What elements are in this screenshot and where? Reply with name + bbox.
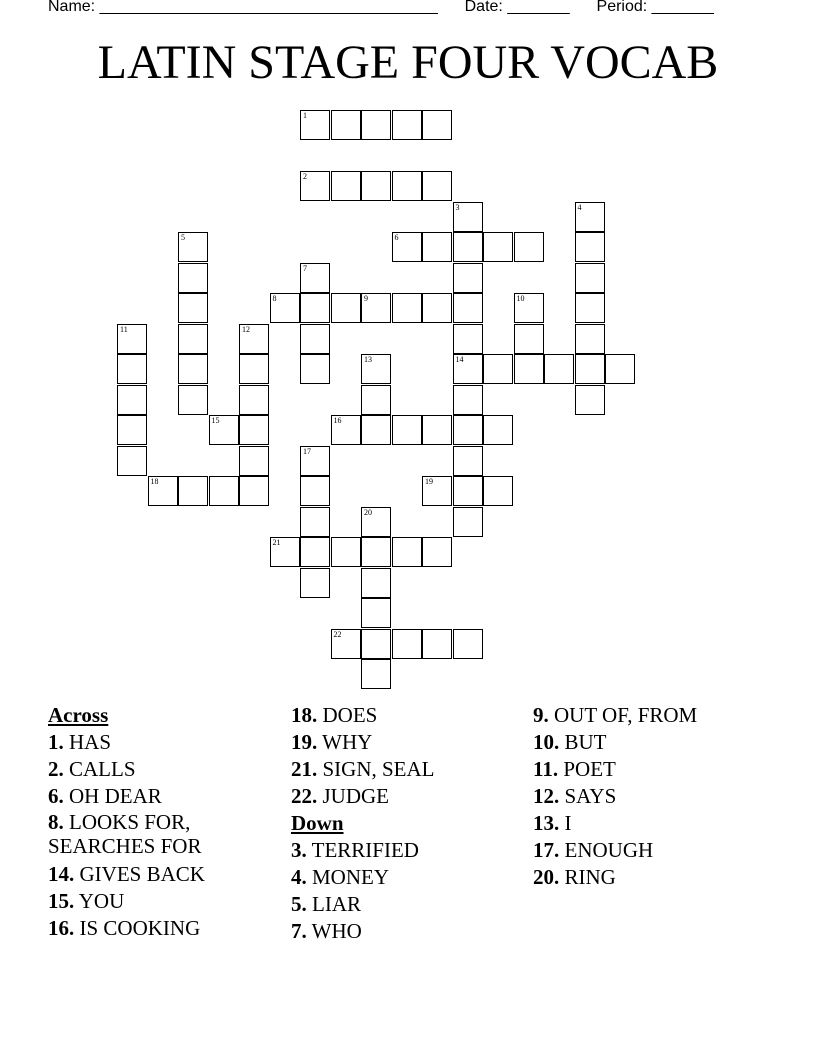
grid-cell[interactable] (178, 385, 208, 415)
grid-cell[interactable] (483, 232, 513, 262)
cell-number: 4 (577, 202, 582, 212)
grid-cell[interactable] (300, 263, 330, 293)
grid-cell[interactable] (117, 446, 147, 476)
grid-cell[interactable] (575, 293, 605, 323)
clue-item: 6. OH DEAR (48, 784, 162, 808)
grid-cell[interactable] (331, 415, 361, 445)
grid-cell[interactable] (117, 415, 147, 445)
grid-cell[interactable] (361, 354, 391, 384)
grid-cell[interactable] (178, 293, 208, 323)
clue-item: 5. LIAR (291, 892, 361, 916)
grid-cell[interactable] (270, 537, 300, 567)
clue-item: 14. GIVES BACK (48, 862, 205, 886)
grid-cell[interactable] (300, 537, 330, 567)
grid-cell[interactable] (392, 110, 422, 140)
period-label[interactable]: Period: _______ (596, 0, 714, 15)
clue-item: 11. POET (533, 757, 616, 781)
grid-cell[interactable] (453, 232, 483, 262)
grid-cell[interactable] (239, 324, 269, 354)
clue-item: 15. YOU (48, 889, 125, 913)
cell-number: 3 (455, 202, 460, 212)
cell-number: 15 (211, 416, 220, 425)
grid-cell[interactable] (453, 629, 483, 659)
grid-cell[interactable] (544, 354, 574, 384)
grid-cell[interactable] (361, 659, 391, 689)
grid-cell[interactable] (239, 415, 269, 445)
cell-number: 10 (516, 294, 525, 303)
clue-item: 9. OUT OF, FROM (533, 703, 698, 727)
grid-cell[interactable] (453, 354, 483, 384)
grid-cell[interactable] (361, 110, 391, 140)
grid-cell[interactable] (575, 232, 605, 262)
grid-cell[interactable] (453, 385, 483, 415)
grid-cell[interactable] (575, 385, 605, 415)
grid-cell[interactable] (514, 232, 544, 262)
grid-cell[interactable] (239, 446, 269, 476)
name-label[interactable]: Name: ______________________________________ (48, 0, 438, 15)
grid-cell[interactable] (422, 293, 452, 323)
grid-cell[interactable] (422, 476, 452, 506)
grid-cell[interactable] (331, 171, 361, 201)
cell-number: 5 (181, 233, 185, 242)
clue-item: 20. RING (533, 865, 616, 889)
cell-number: 18 (150, 477, 159, 486)
grid-cell[interactable] (453, 202, 483, 232)
grid-cell[interactable] (514, 293, 544, 323)
grid-cell[interactable] (178, 476, 208, 506)
grid-cell[interactable] (392, 171, 422, 201)
cell-number: 13 (364, 355, 372, 364)
grid-cell[interactable] (239, 385, 269, 415)
clue-item: 4. MONEY (291, 865, 389, 889)
grid-cell[interactable] (361, 385, 391, 415)
grid-cell[interactable] (361, 598, 391, 628)
clue-column-1 (48, 702, 283, 942)
cell-number: 19 (425, 477, 433, 486)
page-title: LATIN STAGE FOUR VOCAB (97, 36, 719, 89)
grid-cell[interactable] (331, 537, 361, 567)
grid-cell[interactable] (331, 293, 361, 323)
grid-cell[interactable] (300, 171, 330, 201)
grid-cell[interactable] (361, 415, 391, 445)
grid-cell[interactable] (117, 324, 147, 354)
grid-cell[interactable] (117, 354, 147, 384)
grid-cell[interactable] (422, 537, 452, 567)
clue-item: 10. BUT (533, 730, 607, 754)
grid-cell[interactable] (422, 232, 452, 262)
clue-item: 16. IS COOKING (48, 916, 201, 940)
cell-number: 8 (272, 294, 277, 303)
grid-cell[interactable] (300, 507, 330, 537)
cell-number: 11 (120, 324, 128, 334)
grid-cell[interactable] (148, 476, 178, 506)
cell-number: 14 (455, 355, 464, 364)
grid-cell[interactable] (178, 354, 208, 384)
grid-cell[interactable] (239, 476, 269, 506)
grid-cell[interactable] (483, 354, 513, 384)
grid-cell[interactable] (392, 293, 422, 323)
grid-cell[interactable] (178, 324, 208, 354)
grid-cell[interactable] (392, 537, 422, 567)
clue-column-2 (291, 702, 526, 945)
cell-number: 9 (364, 294, 368, 303)
grid-cell[interactable] (422, 415, 452, 445)
cell-number: 2 (303, 172, 307, 181)
across-heading: Across (48, 703, 109, 727)
grid-cell[interactable] (270, 293, 300, 323)
grid-cell[interactable] (483, 415, 513, 445)
grid-cell[interactable] (392, 629, 422, 659)
clue-item: 22. JUDGE (291, 784, 389, 808)
grid-cell[interactable] (209, 476, 239, 506)
grid-cell[interactable] (361, 171, 391, 201)
grid-cell[interactable] (300, 110, 330, 140)
grid-cell[interactable] (575, 354, 605, 384)
clue-item: 17. ENOUGH (533, 838, 654, 862)
grid-cell[interactable] (209, 415, 239, 445)
grid-cell[interactable] (453, 415, 483, 445)
grid-cell[interactable] (575, 324, 605, 354)
grid-cell[interactable] (453, 263, 483, 293)
grid-cell[interactable] (422, 110, 452, 140)
cell-number: 20 (364, 507, 372, 517)
clue-item: 13. I (533, 811, 572, 835)
cell-number: 12 (242, 324, 250, 334)
grid-cell[interactable] (453, 293, 483, 323)
grid-cell[interactable] (392, 415, 422, 445)
grid-cell[interactable] (300, 476, 330, 506)
clue-item: 2. CALLS (48, 757, 136, 781)
grid-cell[interactable] (117, 385, 147, 415)
grid-cell[interactable] (300, 293, 330, 323)
cell-number: 1 (303, 111, 307, 120)
grid-cell[interactable] (300, 446, 330, 476)
grid-cell[interactable] (361, 629, 391, 659)
cell-number: 21 (272, 538, 281, 547)
date-label[interactable]: Date: _______ (464, 0, 570, 15)
grid-cell[interactable] (453, 446, 483, 476)
grid-cell[interactable] (361, 293, 391, 323)
grid-cell[interactable] (605, 354, 635, 384)
grid-cell[interactable] (331, 110, 361, 140)
grid-cell[interactable] (361, 507, 391, 537)
grid-cell[interactable] (514, 324, 544, 354)
grid-cell[interactable] (422, 171, 452, 201)
grid-cell[interactable] (575, 263, 605, 293)
grid-cell[interactable] (453, 476, 483, 506)
grid-cell[interactable] (392, 232, 422, 262)
cell-number: 17 (303, 446, 311, 456)
down-heading: Down (291, 811, 344, 835)
clue-item: 19. WHY (291, 730, 373, 754)
grid-cell[interactable] (178, 263, 208, 293)
grid-cell[interactable] (361, 568, 391, 598)
grid-cell[interactable] (483, 476, 513, 506)
header-line (48, 0, 714, 16)
clue-column-3 (533, 702, 768, 891)
grid-cell[interactable] (239, 354, 269, 384)
grid-cell[interactable] (453, 324, 483, 354)
grid-cell[interactable] (453, 507, 483, 537)
grid-cell[interactable] (331, 629, 361, 659)
clue-item: 12. SAYS (533, 784, 617, 808)
clue-item: 18. DOES (291, 703, 378, 727)
grid-cell[interactable] (178, 232, 208, 262)
clue-item: 8. LOOKS FOR, SEARCHES FOR (48, 810, 202, 858)
grid-cell[interactable] (575, 202, 605, 232)
grid-cell[interactable] (361, 537, 391, 567)
cell-number: 22 (333, 629, 342, 639)
clue-item: 3. TERRIFIED (291, 838, 419, 862)
cell-number: 16 (333, 416, 342, 425)
clue-item: 1. HAS (48, 730, 112, 754)
grid-cell[interactable] (300, 324, 330, 354)
cell-number: 7 (303, 263, 307, 273)
clue-item: 21. SIGN, SEAL (291, 757, 435, 781)
cell-number: 6 (394, 233, 399, 242)
grid-cell[interactable] (422, 629, 452, 659)
grid-cell[interactable] (514, 354, 544, 384)
clue-item: 7. WHO (291, 919, 362, 943)
grid-cell[interactable] (300, 354, 330, 384)
grid-cell[interactable] (300, 568, 330, 598)
